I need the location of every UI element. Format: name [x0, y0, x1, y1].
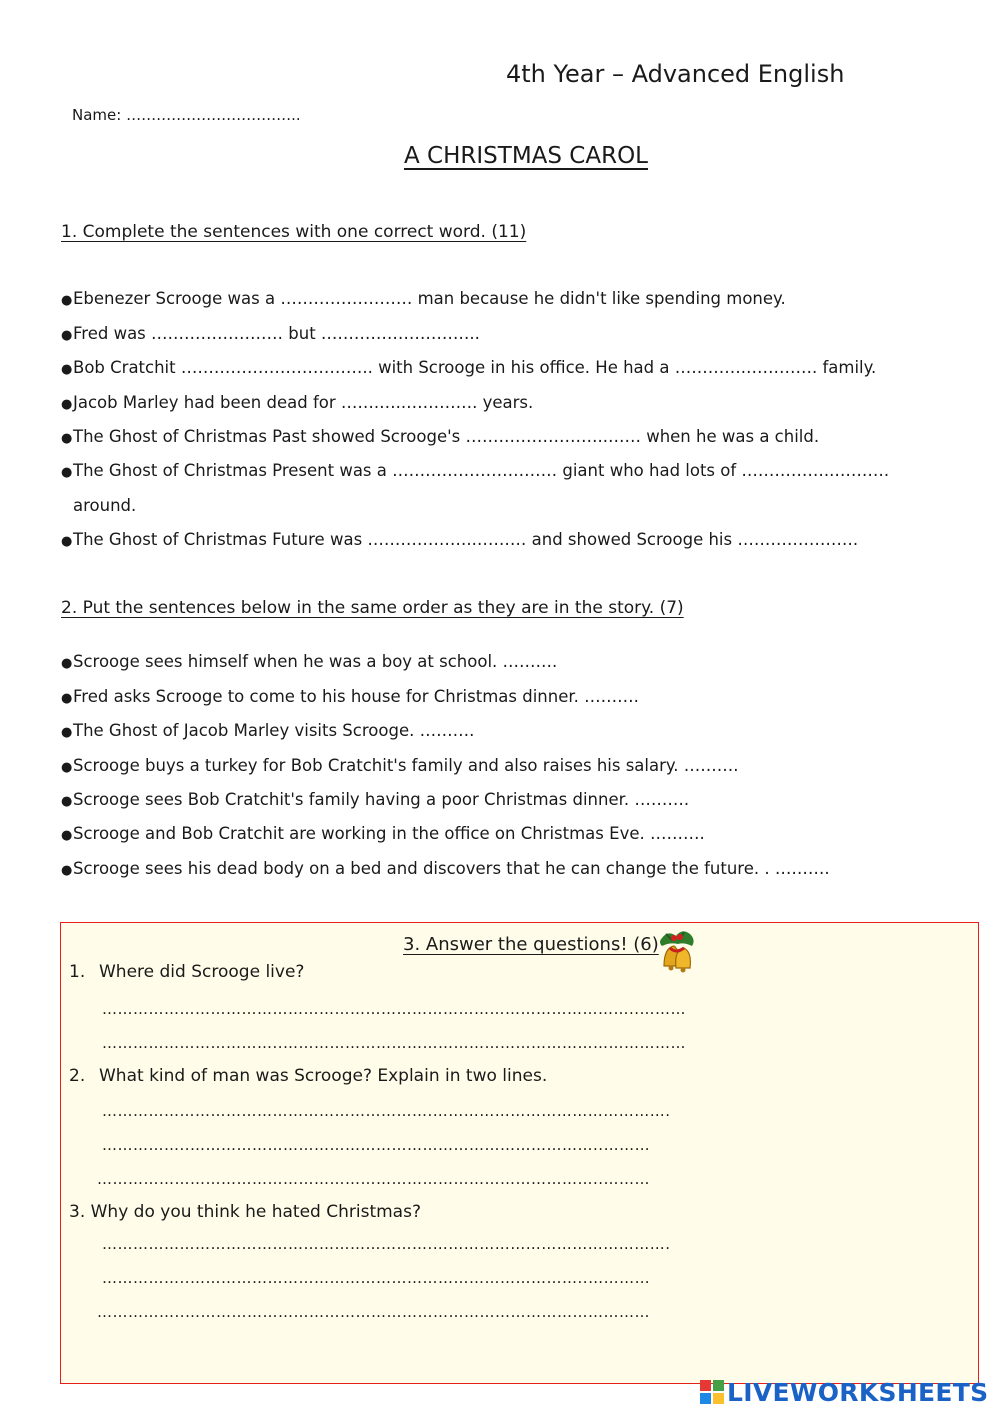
- question-text: 3. Why do you think he hated Christmas?: [69, 1202, 421, 1222]
- bullet-icon: ●: [61, 328, 73, 343]
- bullet-icon: ●: [61, 293, 73, 308]
- section2-heading: 2. Put the sentences below in the same order as they are in the story. (7): [61, 598, 684, 618]
- course-label: 4th Year – Advanced English: [506, 60, 845, 88]
- answer-line[interactable]: ……………..………………………………………………………………………………: [97, 1303, 651, 1321]
- bullet-icon: ●: [61, 828, 73, 843]
- question-text: What kind of man was Scrooge? Explain in two lines.: [99, 1066, 548, 1086]
- name-field[interactable]: Name: ……………………………..: [72, 106, 301, 124]
- answer-line[interactable]: ……………………………………………………………………………………..………: [97, 1170, 651, 1188]
- order-sentence[interactable]: ●Scrooge and Bob Cratchit are working in the office on Christmas Eve. ……….: [61, 824, 705, 843]
- liveworksheets-icon: [700, 1380, 724, 1404]
- bullet-icon: ●: [61, 431, 73, 446]
- bullet-icon: ●: [61, 465, 73, 480]
- answer-line[interactable]: …………………………………………………………………………………………..………: [102, 1000, 687, 1018]
- section3-heading: 3. Answer the questions! (6): [403, 934, 659, 955]
- question-text: Where did Scrooge live?: [99, 962, 305, 982]
- bullet-icon: ●: [61, 534, 73, 549]
- answer-line[interactable]: ……………………………………………………….……………………………………….: [102, 1102, 671, 1120]
- bullet-icon: ●: [61, 794, 73, 809]
- page-title: A CHRISTMAS CAROL: [404, 143, 648, 169]
- order-sentence[interactable]: ●The Ghost of Jacob Marley visits Scrooge. ……….: [61, 721, 475, 740]
- question-number: 2.: [69, 1066, 86, 1086]
- liveworksheets-logo: [700, 1377, 988, 1407]
- order-sentence[interactable]: ●Scrooge buys a turkey for Bob Cratchit's family and also raises his salary. ……….: [61, 756, 739, 775]
- order-sentence[interactable]: ●Fred asks Scrooge to come to his house for Christmas dinner. ……….: [61, 687, 639, 706]
- answer-line[interactable]: ……………..……………………………………………………………………..………: [102, 1136, 651, 1154]
- order-sentence[interactable]: ●Scrooge sees Bob Cratchit's family having a poor Christmas dinner. ……….: [61, 790, 690, 809]
- order-sentence[interactable]: ●Scrooge sees his dead body on a bed and discovers that he can change the future. . ……….: [61, 859, 830, 878]
- christmas-bells-icon: [654, 926, 700, 974]
- fill-sentence[interactable]: ●The Ghost of Christmas Present was a ………………………… giant who had lots of ……………..……….: [61, 461, 890, 480]
- bullet-icon: ●: [61, 397, 73, 412]
- fill-sentence[interactable]: ●The Ghost of Christmas Future was ………………..……… and showed Scrooge his ………………….: [61, 530, 859, 549]
- bullet-icon: ●: [61, 362, 73, 377]
- bullet-icon: ●: [61, 863, 73, 878]
- bullet-icon: ●: [61, 725, 73, 740]
- sentence-continuation: around.: [73, 496, 137, 515]
- fill-sentence[interactable]: ●Fred was …………………… but ………………………..: [61, 324, 480, 343]
- fill-sentence[interactable]: ●Ebenezer Scrooge was a …………………… man because he didn't like spending money.: [61, 289, 786, 308]
- fill-sentence[interactable]: ●The Ghost of Christmas Past showed Scrooge's ……………………..…… when he was a child.: [61, 427, 820, 446]
- answer-line[interactable]: ……………………………..……………………………………………………………………: [102, 1034, 687, 1052]
- bullet-icon: ●: [61, 656, 73, 671]
- watermark-text: LIVEWORKSHEETS: [727, 1377, 989, 1407]
- bullet-icon: ●: [61, 760, 73, 775]
- answer-line[interactable]: ……………..…………………………………………………………………..…………: [102, 1269, 651, 1287]
- fill-sentence[interactable]: ●Jacob Marley had been dead for …….…..…………. years.: [61, 393, 534, 412]
- answer-line[interactable]: ……………………………………………………….……………………………………….: [102, 1235, 671, 1253]
- question-number: 1.: [69, 962, 86, 982]
- order-sentence[interactable]: ●Scrooge sees himself when he was a boy at school. ……….: [61, 652, 558, 671]
- fill-sentence[interactable]: ●Bob Cratchit …………………………….. with Scrooge in his office. He had a ………….…………. family.: [61, 358, 877, 377]
- section1-heading: 1. Complete the sentences with one correct word. (11): [61, 222, 527, 242]
- bullet-icon: ●: [61, 691, 73, 706]
